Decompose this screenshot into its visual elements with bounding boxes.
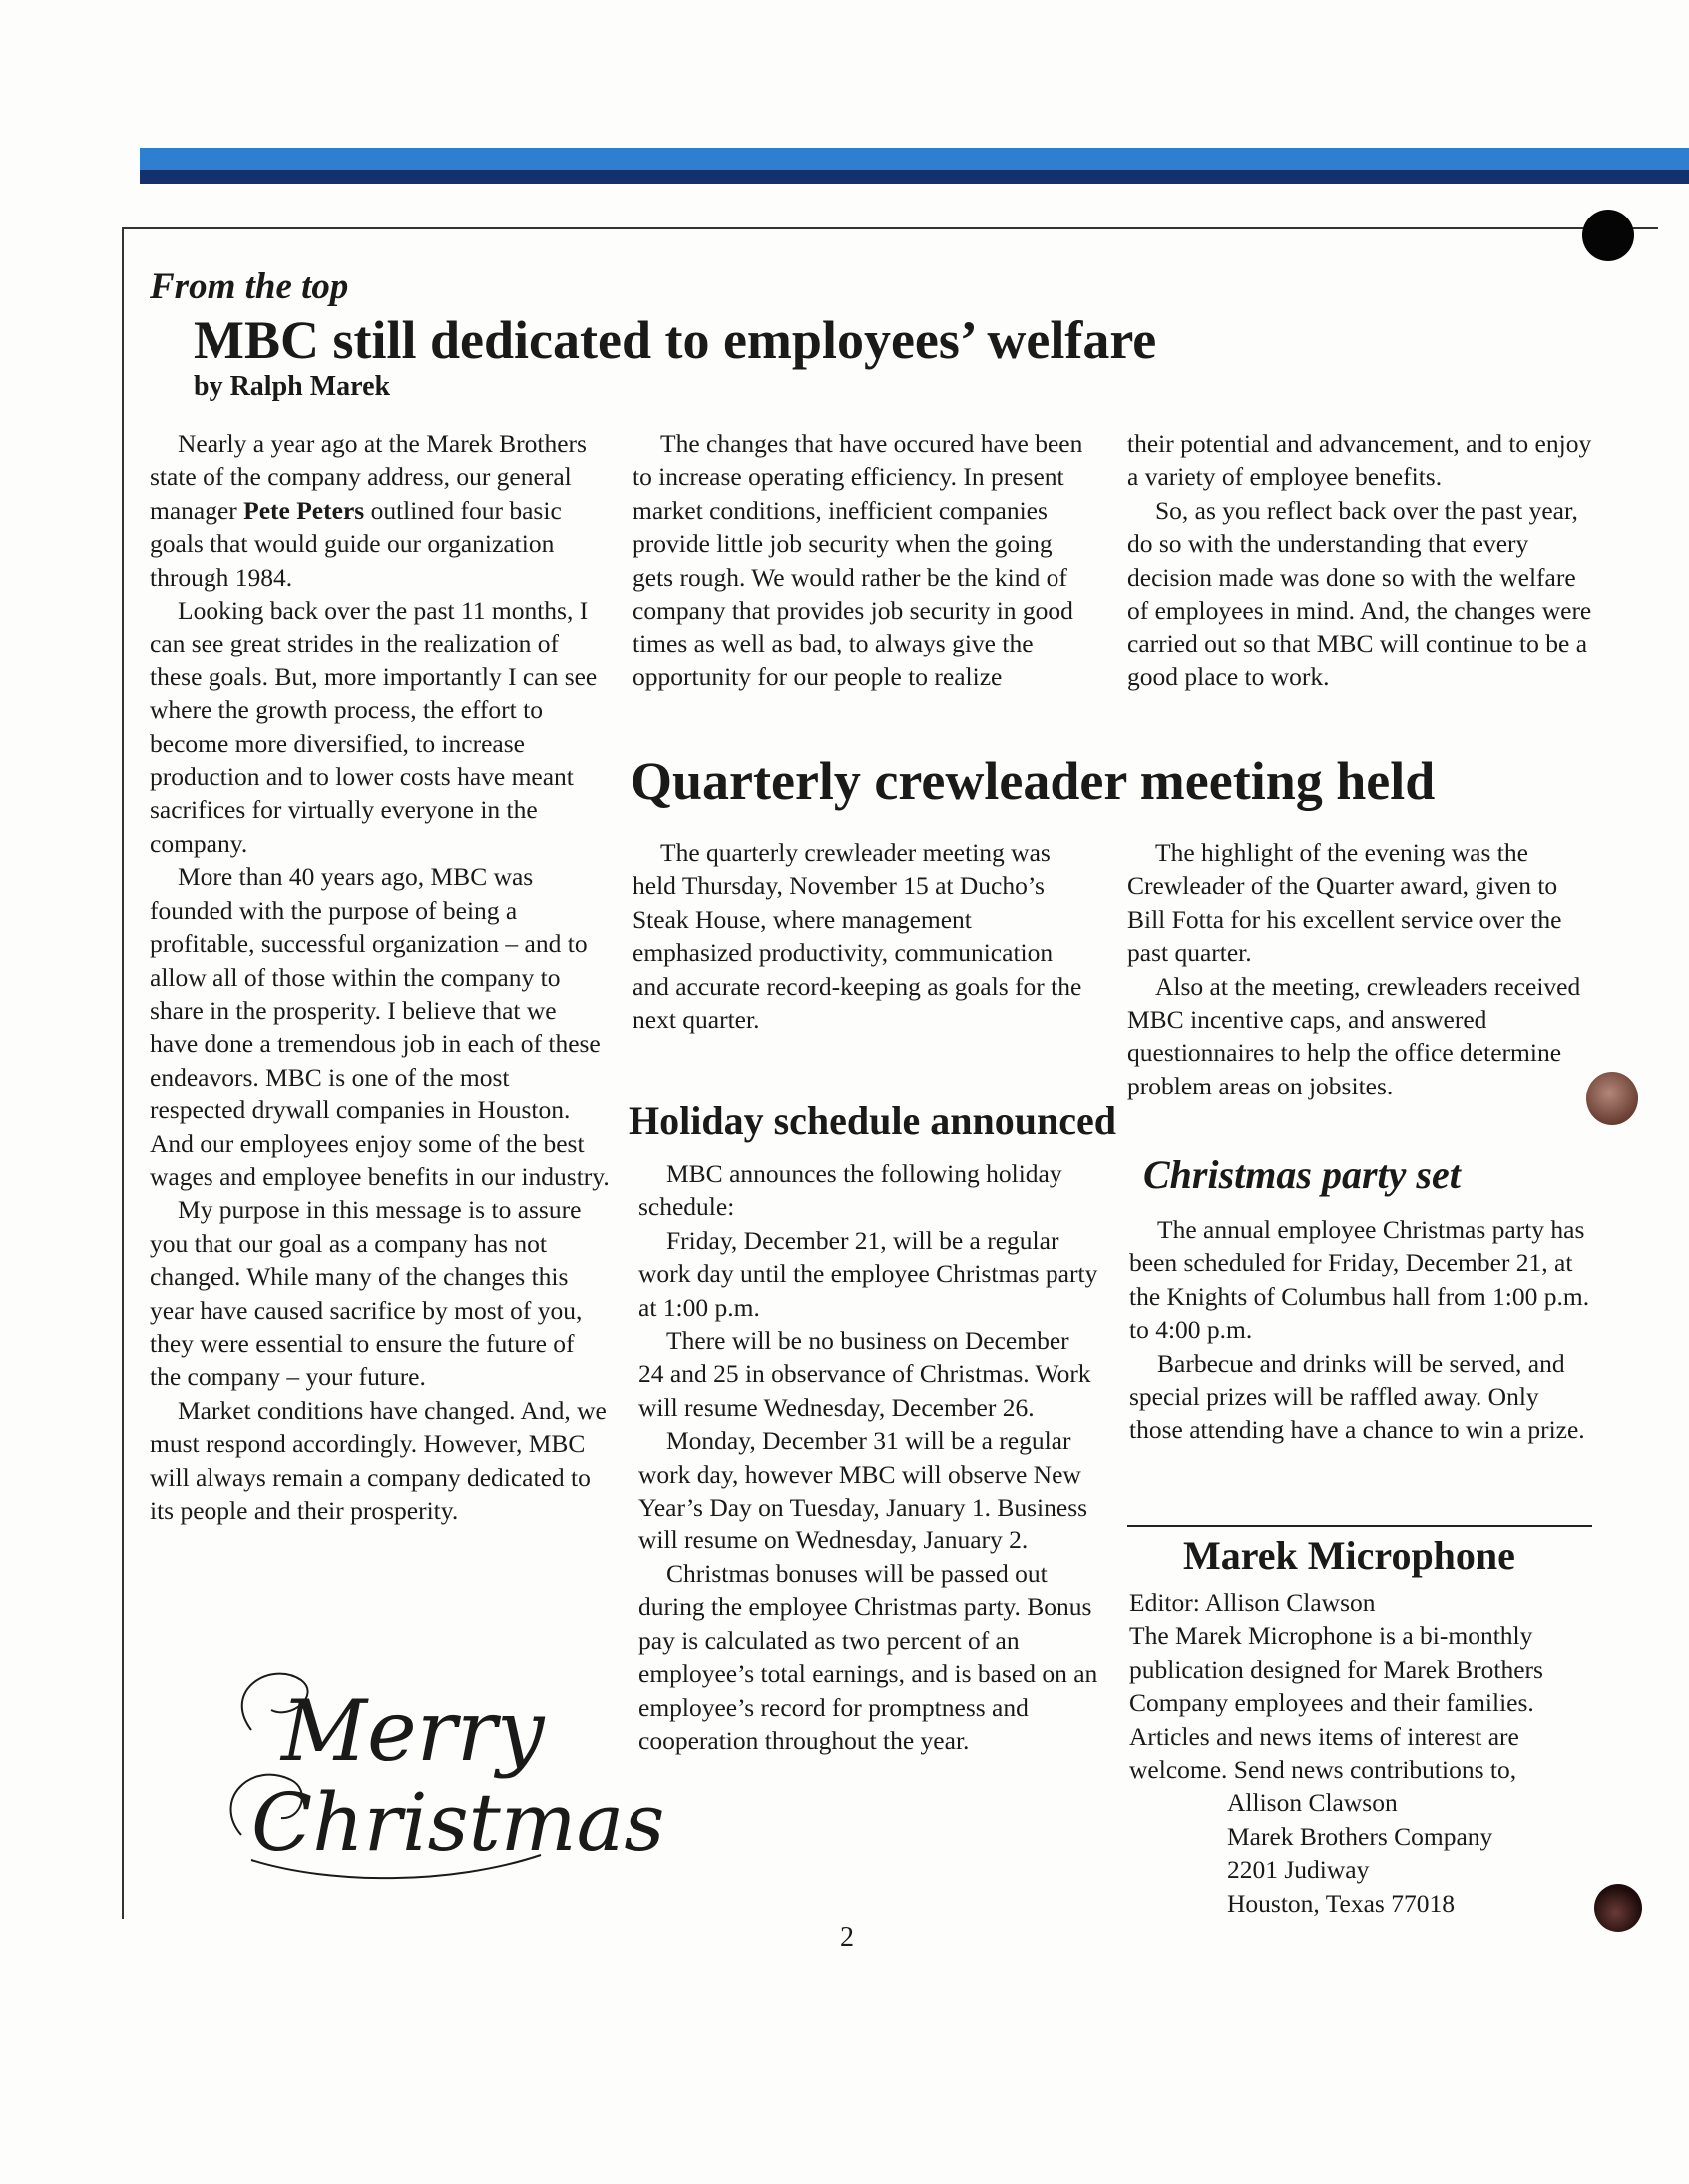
lead-byline: by Ralph Marek (194, 371, 391, 402)
holiday-paragraph: Monday, December 31 will be a regular work day, however MBC will observe New Year’s Day on Tuesday, January 1. Business will resume on Wednesday, January 2. (638, 1426, 1088, 1555)
holiday-column (638, 1157, 1099, 1757)
frame-left-rule (122, 227, 124, 1919)
masthead-address-line: Houston, Texas 77018 (1227, 1888, 1455, 1918)
holiday-paragraph: Christmas bonuses will be passed out during the employee Christmas party. Bonus pay is calculated as two percent of an employee’s total earnings, and is based on an employee’s record for promptness and cooperation throughout the year. (638, 1558, 1098, 1755)
name-highlight: Pete Peters (243, 495, 365, 525)
crewleader-column-1 (633, 836, 1093, 1036)
lead-paragraph: Looking back over the past 11 months, I can see great strides in the realization of these goals. But, more importantly I can see where the growth process, the effort to become more diversified, to increase production and to lower costs have meant sacrifices for virtually everyone in the company. (150, 596, 598, 858)
lead-paragraph: Nearly a year ago at the Marek Brothers state of the company address, our general manager Pete Peters outlined four basic goals that would guide our organization through 1984. (150, 429, 587, 592)
christmas-text: Christmas (251, 1776, 665, 1869)
merry-christmas-script-icon (211, 1660, 665, 1890)
header-color-bar (140, 148, 1689, 184)
masthead-editor: Editor: Allison Clawson (1129, 1588, 1376, 1617)
lead-kicker: From the top (150, 266, 349, 307)
frame-top-rule (122, 227, 1658, 229)
lead-headline: MBC still dedicated to employees’ welfare (194, 310, 1157, 370)
crewleader-paragraph: The highlight of the evening was the Crewleader of the Quarter award, given to Bill Fotta for his excellent service over the past quarter. (1127, 838, 1562, 968)
party-headline: Christmas party set (1143, 1152, 1461, 1197)
masthead-address-line: 2201 Judiway (1227, 1855, 1370, 1885)
masthead-column (1129, 1586, 1598, 1920)
binder-hole-icon (1582, 210, 1634, 261)
crewleader-headline: Quarterly crewleader meeting held (631, 751, 1436, 811)
crewleader-column-2 (1127, 836, 1594, 1102)
lead-paragraph: So, as you reflect back over the past year, do so with the understanding that every decision made was done so with the welfare of employees in mind. And, the changes were carried out so that MBC will continue to be a good place to work. (1127, 495, 1592, 691)
holiday-paragraph: MBC announces the following holiday schedule: (638, 1159, 1062, 1222)
holiday-paragraph: There will be no business on December 24 and 25 in observance of Christmas. Work will resume Wednesday, December 26. (638, 1326, 1091, 1422)
lead-column-3 (1127, 427, 1594, 693)
holiday-paragraph: Friday, December 21, will be a regular work day until the employee Christmas party at 1:00 p.m. (638, 1225, 1098, 1322)
lead-column-1 (150, 427, 611, 1527)
lead-paragraph: Market conditions have changed. And, we must respond accordingly. However, MBC will always remain a company dedicated to its people and their prosperity. (150, 1395, 607, 1525)
masthead-title: Marek Microphone (1183, 1533, 1515, 1578)
lead-paragraph: My purpose in this message is to assure you that our goal as a company has not changed. While many of the changes this year have caused sacrifice by most of you, they were essential to ensure the future of the company – your future. (150, 1195, 583, 1392)
party-column (1129, 1213, 1596, 1447)
masthead-address-line: Marek Brothers Company (1227, 1821, 1493, 1851)
binder-hole-icon (1594, 1884, 1642, 1932)
masthead-rule (1127, 1525, 1592, 1527)
party-paragraph: Barbecue and drinks will be served, and special prizes will be raffled away. Only those attending have a chance to win a prize. (1129, 1348, 1585, 1445)
merry-text: Merry (281, 1682, 545, 1780)
party-paragraph: The annual employee Christmas party has been scheduled for Friday, December 21, at the Knights of Columbus hall from 1:00 p.m. to 4:00 p.m. (1129, 1215, 1590, 1345)
masthead-address-line: Allison Clawson (1227, 1788, 1398, 1818)
header-bar-light (140, 148, 1689, 170)
page-number: 2 (840, 1922, 854, 1953)
lead-column-2 (633, 427, 1093, 693)
merry-christmas-graphic (211, 1660, 665, 1890)
lead-paragraph: their potential and advancement, and to enjoy a variety of employee benefits. (1127, 429, 1592, 492)
masthead-description: The Marek Microphone is a bi-monthly publication designed for Marek Brothers Company employees and their families. Articles and news items of interest are welcome. Send news contributions to, (1129, 1621, 1543, 1785)
crewleader-paragraph: The quarterly crewleader meeting was held Thursday, November 15 at Ducho’s Steak House, where management emphasized productivity, communication and accurate record-keeping as goals for the next quarter. (633, 838, 1082, 1035)
crewleader-paragraph: Also at the meeting, crewleaders received MBC incentive caps, and answered questionnaires to help the office determine problem areas on jobsites. (1127, 971, 1581, 1100)
lead-paragraph: More than 40 years ago, MBC was founded with the purpose of being a profitable, successful organization – and to allow all of those within the company to share in the prosperity. I believe that we have done a tremendous job in each of these endeavors. MBC is one of the most respected drywall companies in Houston. And our employees enjoy some of the best wages and employee benefits in our industry. (150, 862, 610, 1191)
header-bar-dark (140, 170, 1689, 184)
holiday-headline: Holiday schedule announced (629, 1098, 1117, 1143)
lead-paragraph: The changes that have occured have been to increase operating efficiency. In present market conditions, inefficient companies provide little job security when the going gets rough. We would rather be the kind of company that provides job security in good times as well as bad, to always give the opportunity for our people to realize (633, 429, 1083, 691)
